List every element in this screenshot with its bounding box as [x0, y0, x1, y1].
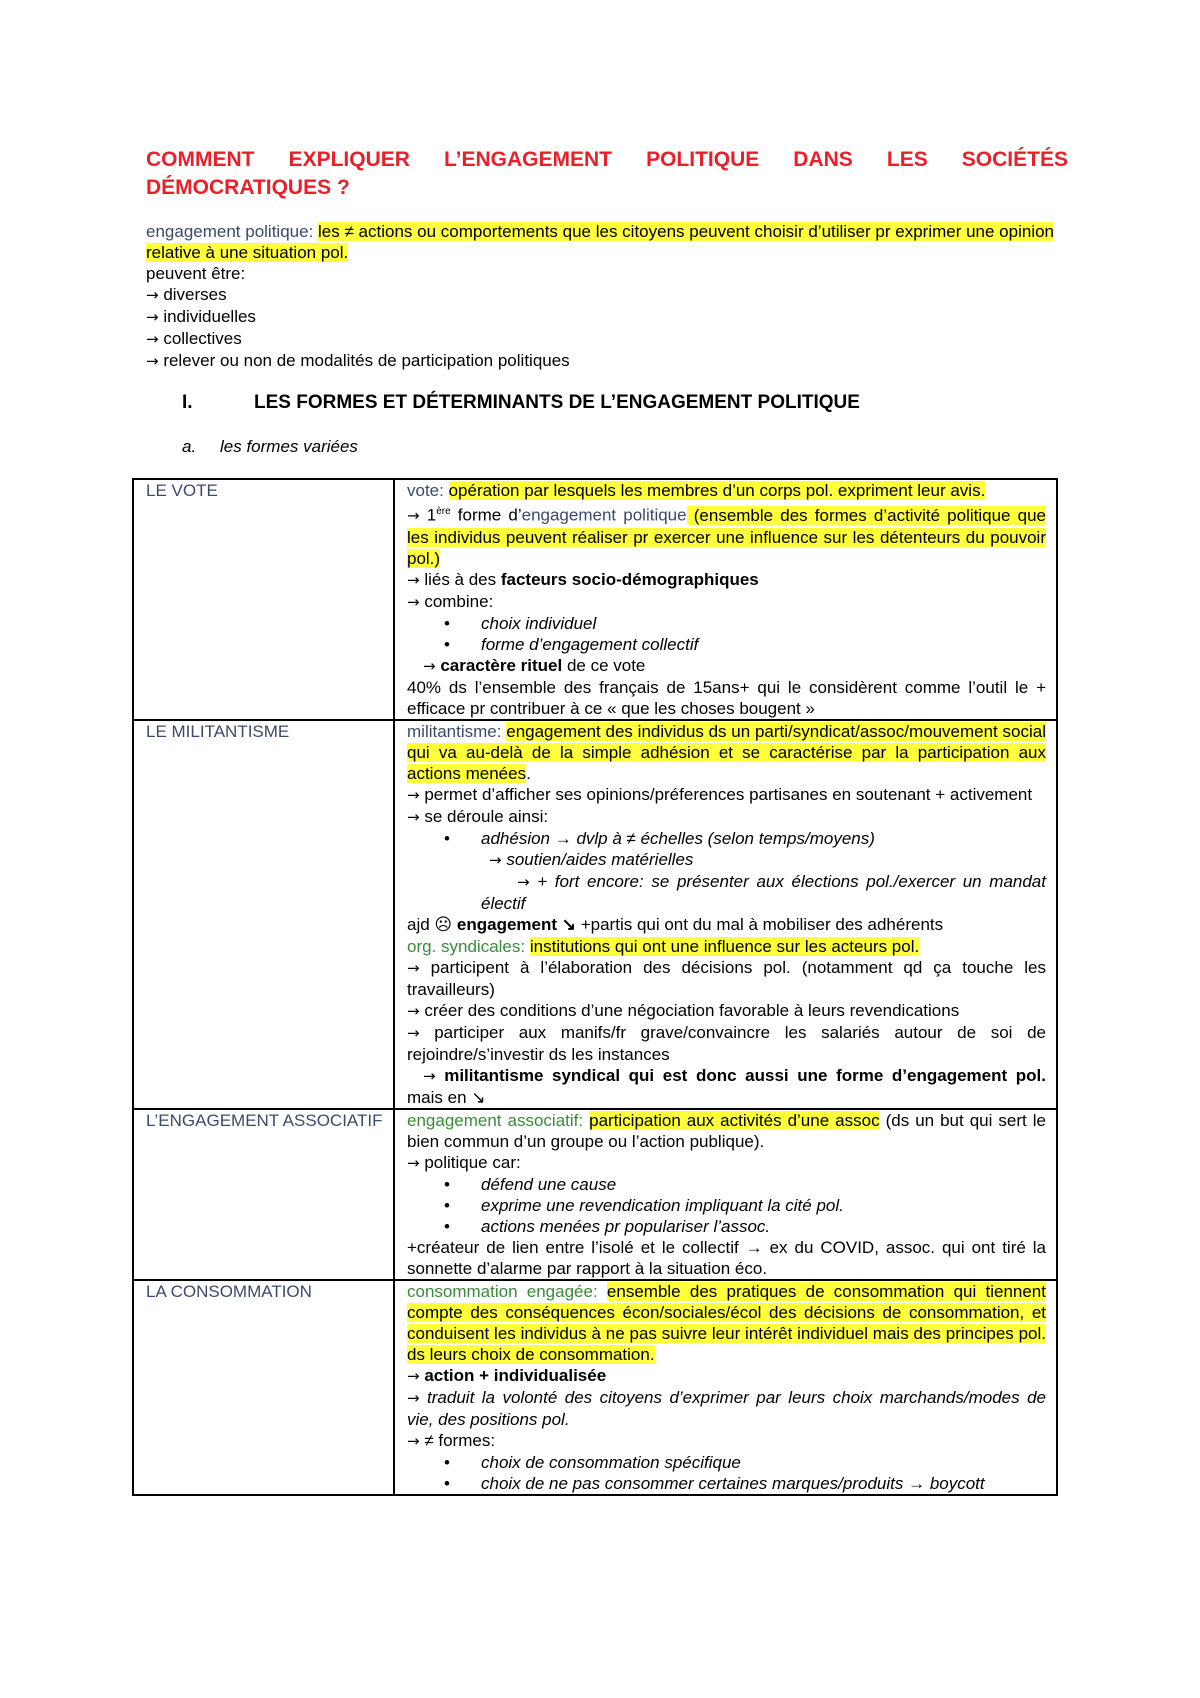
- bold-text: militantisme syndical qui est donc aussi une forme d’engagement pol.: [444, 1065, 1046, 1085]
- subsection-number: a.: [182, 437, 197, 456]
- page-title: COMMENT EXPLIQUER L’ENGAGEMENT POLITIQUE DANS LES SOCIÉTÉS DÉMOCRATIQUES ?: [146, 148, 1068, 199]
- section-heading: [182, 392, 860, 413]
- forms-table: [132, 478, 1058, 1496]
- sad-face-icon: ☹: [434, 914, 453, 935]
- list-item: • exprime une revendication impliquant la cité pol.: [407, 1195, 1046, 1216]
- text: se déroule ainsi:: [424, 806, 549, 826]
- subsection-title: les formes variées: [220, 437, 358, 456]
- arrow-icon: →: [407, 958, 420, 977]
- text: ajd: [407, 914, 435, 934]
- text: politique car:: [424, 1152, 521, 1172]
- list-item: • actions menées pr populariser l’assoc.: [407, 1216, 1046, 1237]
- text: liés à des: [424, 569, 501, 589]
- definition-line: [407, 480, 1046, 501]
- text-line: [407, 501, 1046, 569]
- bold-text: facteurs socio-démographiques: [500, 569, 759, 589]
- text-line: [407, 1152, 1046, 1174]
- bullet-list: [407, 613, 1046, 655]
- row-content: [394, 479, 1057, 720]
- list-item: • défend une cause: [407, 1174, 1046, 1195]
- text: ≠ formes:: [424, 1430, 496, 1450]
- intro-block: [146, 221, 1068, 372]
- row-label: LE MILITANTISME: [133, 720, 394, 1109]
- text: soutien/aides matérielles: [506, 849, 694, 869]
- row-label: LA CONSOMMATION: [133, 1280, 394, 1495]
- intro-item-text: individuelles: [163, 307, 256, 326]
- text-line: +créateur de lien entre l’isolé et le collectif → ex du COVID, assoc. qui ont tiré la sonnette d’alarme par rapport à la situation éco.: [407, 1237, 1046, 1278]
- intro-item-text: relever ou non de modalités de participation politiques: [163, 351, 570, 370]
- definition-highlight: opération par lesquels les membres d’un corps pol. expriment leur avis.: [448, 481, 986, 500]
- bold-text: action + individualisée: [424, 1365, 607, 1385]
- text: permet d’afficher ses opinions/préferences partisanes en soutenant + activement: [424, 784, 1033, 804]
- definition-line: [407, 1110, 1046, 1152]
- text-line: 40% ds l’ensemble des français de 15ans+ qui le considèrent comme l’outil le + efficace pr contribuer à ce « que les choses bougent »: [407, 677, 1046, 718]
- row-label: L’ENGAGEMENT ASSOCIATIF: [133, 1109, 394, 1280]
- section-number: I.: [182, 392, 193, 413]
- text: +partis qui ont du mal à mobiliser des adhérents: [576, 914, 944, 934]
- text: participer aux manifs/fr grave/convaincre les salariés autour de soi de rejoindre/s’investir ds les instances: [407, 1022, 1046, 1064]
- bullet-list: [407, 1452, 1046, 1494]
- subsection-heading: [182, 436, 358, 457]
- arrow-icon: →: [407, 785, 420, 804]
- bold-text: caractère rituel: [440, 655, 563, 675]
- term: vote:: [407, 481, 444, 500]
- arrow-icon: →: [407, 1388, 420, 1407]
- list-item: • forme d’engagement collectif: [407, 634, 1046, 655]
- text-line: [407, 655, 1046, 677]
- definition-highlight: engagement des individus ds un parti/syndicat/assoc/mouvement social qui va au-delà de la simple adhésion et se caractérise par la participation aux actions menées: [407, 721, 1046, 783]
- table-row: [133, 1280, 1057, 1495]
- text-line: [407, 784, 1046, 806]
- text-line: [407, 1387, 1046, 1430]
- intro-item: [146, 328, 1068, 350]
- text-line: [407, 591, 1046, 613]
- table-row: [133, 720, 1057, 1109]
- text-line: [407, 1365, 1046, 1387]
- term: consommation engagée:: [407, 1281, 598, 1301]
- arrow-icon: →: [423, 656, 436, 675]
- arrow-icon: →: [407, 807, 420, 826]
- definition-line: militantisme: engagement des individus ds un parti/syndicat/assoc/mouvement social qui va au-delà de la simple adhésion et se caractérise par la participation aux actions menées.: [407, 721, 1046, 783]
- term: org. syndicales:: [407, 936, 526, 956]
- term: militantisme:: [407, 721, 502, 741]
- text: créer des conditions d’une négociation favorable à leurs revendications: [424, 1000, 960, 1020]
- text-line: [407, 1065, 1046, 1108]
- text: + fort encore: se présenter aux élections pol./exercer un mandat électif: [481, 871, 1046, 913]
- text-line: [407, 914, 1046, 936]
- list-item: • choix de consommation spécifique: [407, 1452, 1046, 1473]
- text-line: [407, 569, 1046, 591]
- text-line: [407, 1022, 1046, 1065]
- list-item: • choix de ne pas consommer certaines marques/produits → boycott: [407, 1473, 1046, 1494]
- table-row: [133, 1109, 1057, 1280]
- text: participent à l’élaboration des décisions pol. (notamment qd ça touche les travailleurs): [407, 957, 1046, 999]
- text-line: [407, 1000, 1046, 1022]
- text-line: [407, 957, 1046, 1000]
- definition-line: [407, 936, 1046, 957]
- arrow-icon: →: [407, 592, 420, 611]
- term-engagement-politique: engagement politique:: [146, 222, 314, 241]
- definition-highlight: les ≠ actions ou comportements que les citoyens peuvent choisir d’utiliser pr exprimer une opinion relative à une situation pol.: [146, 222, 1055, 262]
- text: forme d’: [450, 505, 522, 525]
- term: engagement politique: [521, 505, 687, 525]
- row-label: LE VOTE: [133, 479, 394, 720]
- arrow-icon: →: [407, 1366, 420, 1385]
- list-item: • choix individuel: [407, 613, 1046, 634]
- definition-line: [407, 1281, 1046, 1365]
- arrow-icon: →: [146, 308, 159, 326]
- arrow-icon: →: [423, 1066, 436, 1085]
- intro-item-text: diverses: [163, 285, 227, 304]
- definition-highlight: institutions qui ont une influence sur les acteurs pol.: [529, 936, 920, 956]
- intro-item: [146, 284, 1068, 306]
- row-content: [394, 1280, 1057, 1495]
- arrow-icon: →: [146, 286, 159, 304]
- text-line: [407, 1430, 1046, 1452]
- arrow-icon: →: [407, 1153, 420, 1172]
- text: (ds un but qui sert le bien commun d’un groupe ou l’action publique).: [407, 1110, 1046, 1151]
- intro-item: [146, 306, 1068, 328]
- section-title: LES FORMES ET DÉTERMINANTS DE L’ENGAGEMENT POLITIQUE: [254, 392, 860, 413]
- definition-highlight: participation aux activités d’une assoc: [589, 1110, 880, 1130]
- text-line: [407, 871, 1046, 914]
- text: combine:: [424, 591, 494, 611]
- row-content: [394, 1109, 1057, 1280]
- text-line: [407, 806, 1046, 828]
- arrow-icon: →: [146, 352, 159, 370]
- arrow-icon: →: [517, 872, 530, 891]
- can-be-label: peuvent être:: [146, 264, 246, 283]
- row-content: [394, 720, 1057, 1109]
- definition-highlight: ensemble des pratiques de consommation qui tiennent compte des conséquences écon/sociales/écol des décisions de consommation, et conduisent les individus à ne pas suivre leur intérêt individuel mais des principes pol. ds leurs choix de consommation.: [407, 1281, 1046, 1364]
- bullet-list: [407, 828, 1046, 849]
- text: 1: [426, 505, 437, 525]
- text: traduit la volonté des citoyens d’exprimer par leurs choix marchands/modes de vie, des positions pol.: [407, 1387, 1046, 1429]
- text: de ce vote: [562, 655, 646, 675]
- bullet-list: [407, 1174, 1046, 1237]
- intro-definition: [146, 221, 1068, 263]
- table-row: [133, 479, 1057, 720]
- list-item: • adhésion → dvlp à ≠ échelles (selon temps/moyens): [407, 828, 1046, 849]
- arrow-icon: →: [407, 1001, 420, 1020]
- arrow-icon: →: [489, 850, 502, 869]
- arrow-icon: →: [407, 570, 420, 589]
- definition-highlight: (ensemble des formes d’activité politique que les individus peuvent réaliser pr exercer une influence sur les détenteurs du pouvoir pol.): [407, 505, 1046, 568]
- superscript: ère: [436, 506, 451, 517]
- arrow-icon: →: [407, 1431, 420, 1450]
- term: engagement associatif:: [407, 1110, 584, 1130]
- text-line: [407, 849, 1046, 871]
- text: mais en ↘: [407, 1087, 486, 1107]
- intro-item-text: collectives: [163, 329, 242, 348]
- arrow-icon: →: [407, 1023, 420, 1042]
- arrow-icon: →: [146, 330, 159, 348]
- arrow-icon: →: [407, 506, 420, 525]
- intro-item: [146, 350, 1068, 372]
- bold-text: engagement ↘: [456, 914, 576, 934]
